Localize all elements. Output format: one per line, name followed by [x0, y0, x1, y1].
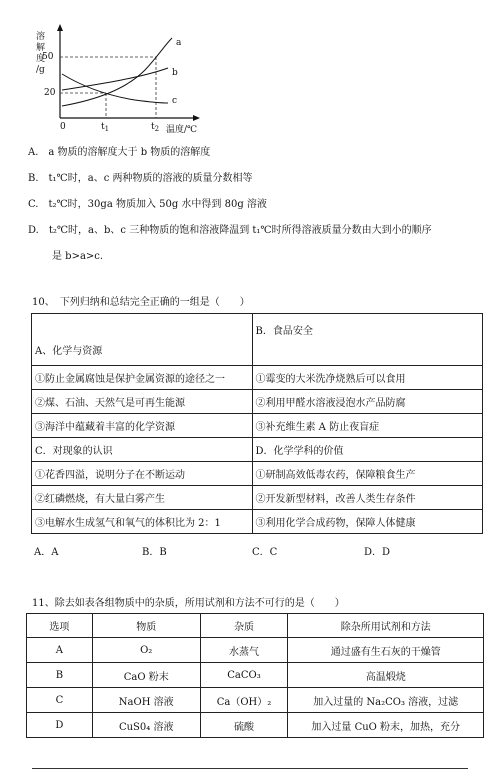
q11-header-substance: 物质	[92, 614, 200, 638]
y-tick-20: 20	[44, 88, 56, 98]
y-tick-50: 50	[42, 52, 54, 62]
q11-cell-method: 加入过量的 Na₂CO₃ 溶液，过滤	[288, 688, 484, 713]
q10-b-item: ①霉变的大米洗净烧熟后可以食用	[252, 366, 483, 390]
q11-cell-method: 通过盛有生石灰的干燥管	[288, 638, 484, 663]
q10-d-item: ①研制高效低毒农药，保障粮食生产	[252, 462, 483, 486]
q10-a-item: ①防止金属腐蚀是保护金属资源的途径之一	[32, 366, 253, 390]
q11-cell-substance: CaO 粉末	[92, 663, 200, 688]
q11-cell-impurity: 水蒸气	[200, 638, 288, 663]
y-label-char: 解	[36, 43, 46, 53]
q11-cell-method: 高温煅烧	[288, 663, 484, 688]
curve-a-label: a	[176, 38, 182, 48]
x-axis-label: 温度/℃	[166, 125, 198, 135]
origin-label: 0	[60, 122, 66, 132]
q11-title: 11、除去如表各组物质中的杂质，所用试剂和方法不可行的是（ ）	[32, 598, 345, 609]
q9-option-c: C. t₂℃时，30ga 物质加入 50g 水中得到 80g 溶液	[28, 199, 267, 210]
y-label-char: /g	[36, 65, 45, 75]
q10-a-item: ②煤、石油、天然气是可再生能源	[32, 390, 253, 414]
q11-table	[26, 613, 484, 738]
q9-option-a: A. a 物质的溶解度大于 b 物质的溶解度	[28, 147, 211, 158]
q10-d-item: ③利用化学合成药物，保障人体健康	[252, 510, 483, 534]
q10-c-item: ③电解水生成氢气和氧气的体积比为 2：1	[32, 510, 253, 534]
q11-cell-impurity: 硫酸	[200, 713, 288, 738]
q11-cell-substance: NaOH 溶液	[92, 688, 200, 713]
q10-b-item: ③补充维生素 A 防止夜盲症	[252, 414, 483, 438]
q10-d-item: ②开发新型材料，改善人类生存条件	[252, 486, 483, 510]
x-tick-t1: $t_1$	[101, 122, 110, 133]
q10-c-item: ①花香四溢，说明分子在不断运动	[32, 462, 253, 486]
y-label-char: 度	[36, 54, 46, 64]
q9-option-d-line1: D. t₂℃时，a、b、c 三种物质的饱和溶液降温到 t₁℃时所得溶液质量分数由大到小的顺序	[28, 225, 432, 236]
curve-c-label: c	[172, 96, 178, 106]
q10-c-header: C．对现象的认识	[32, 438, 253, 462]
q11-cell-method: 加入过量 CuO 粉末，加热，充分	[288, 713, 484, 738]
q10-answer-c: C．C	[252, 547, 278, 558]
q10-a-item: ③海洋中蕴藏着丰富的化学资源	[32, 414, 253, 438]
q10-a-header: A、化学与资源	[32, 314, 253, 366]
q11-cell-option: A	[27, 638, 93, 663]
q10-c-item: ②红磷燃烧，有大量白雾产生	[32, 486, 253, 510]
y-axis-arrow	[57, 24, 63, 31]
q9-option-b: B. t₁℃时，a、c 两种物质的溶液的质量分数相等	[28, 173, 253, 184]
curve-b-line	[62, 68, 168, 90]
q9-option-d-line2: 是 b>a>c.	[52, 251, 104, 262]
q11-cell-option: D	[27, 713, 93, 738]
q10-answer-a: A．A	[34, 547, 59, 558]
q10-table	[31, 313, 483, 534]
q10-d-header: D．化学学科的价值	[252, 438, 483, 462]
curve-c-line	[62, 74, 168, 103]
q11-cell-option: B	[27, 663, 93, 688]
q10-answer-b: B．B	[142, 547, 167, 558]
x-axis-arrow	[193, 115, 200, 121]
y-label-char: 溶	[36, 32, 46, 42]
curve-b-label: b	[172, 68, 178, 78]
q11-header-method: 除杂所用试剂和方法	[288, 614, 484, 638]
q10-title: 10、 下列归纳和总结完全正确的一组是（ ）	[32, 297, 250, 308]
solubility-graph	[0, 0, 240, 140]
q10-b-header: B．食品安全	[252, 314, 483, 366]
q11-header-impurity: 杂质	[200, 614, 288, 638]
q11-cell-option: C	[27, 688, 93, 713]
q11-header-option: 选项	[27, 614, 93, 638]
q11-cell-substance: CuS0₄ 溶液	[92, 713, 200, 738]
q11-cell-impurity: CaCO₃	[200, 663, 288, 688]
x-tick-t2: $t_2$	[151, 122, 160, 133]
q11-cell-substance: O₂	[92, 638, 200, 663]
q10-b-item: ②利用甲醛水溶液浸泡水产品防腐	[252, 390, 483, 414]
bottom-rule	[32, 768, 468, 769]
q11-cell-impurity: Ca（OH）₂	[200, 688, 288, 713]
q10-answer-d: D．D	[364, 547, 391, 558]
